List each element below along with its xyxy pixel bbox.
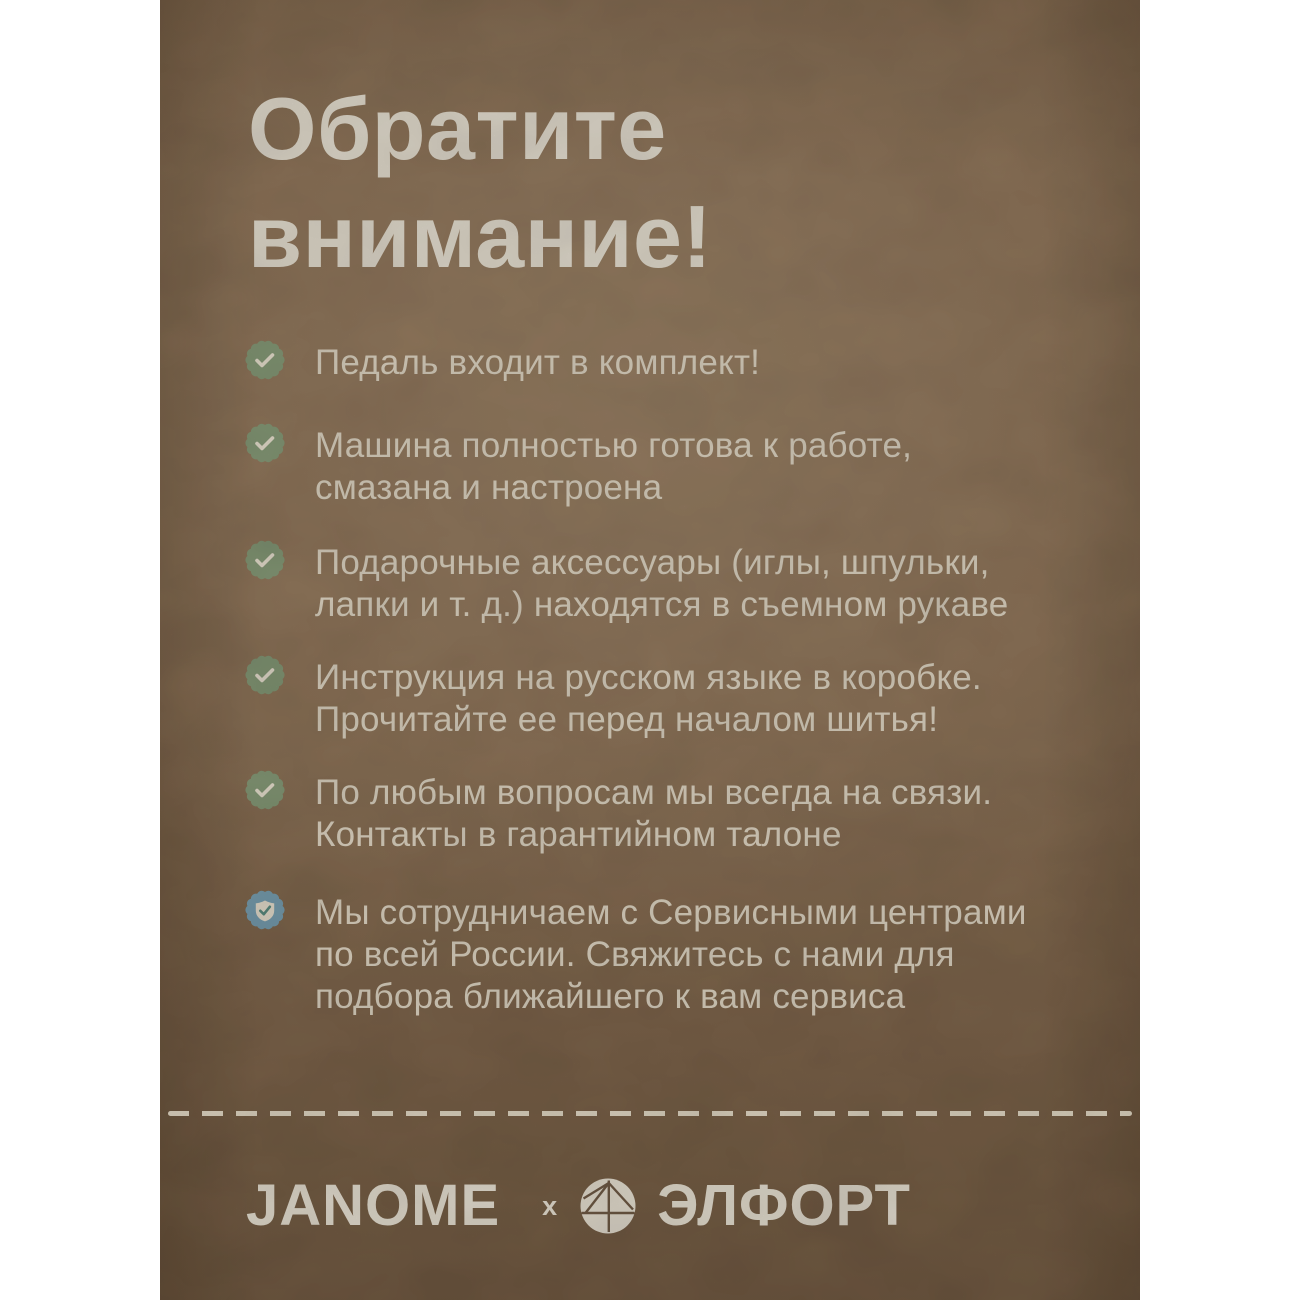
globe-icon bbox=[579, 1177, 637, 1235]
collab-x-separator: x bbox=[542, 1190, 558, 1221]
list-item bbox=[245, 340, 760, 384]
list-item bbox=[245, 770, 992, 856]
shield-seal-icon bbox=[245, 890, 285, 930]
list-item bbox=[245, 423, 912, 509]
list-item-line: смазана и настроена bbox=[315, 468, 663, 507]
list-item-line: Прочитайте ее перед началом шитья! bbox=[315, 700, 939, 739]
list-item-line: Подарочные аксессуары (иглы, шпульки, bbox=[315, 543, 990, 582]
page-title bbox=[248, 75, 712, 291]
list-item-text bbox=[315, 657, 982, 741]
list-item-line: по всей России. Свяжитесь с нами для bbox=[315, 935, 955, 974]
list-item-text bbox=[315, 542, 1008, 626]
list-item-line: Машина полностью готова к работе, bbox=[315, 426, 913, 465]
check-seal-icon bbox=[245, 540, 285, 580]
check-seal-icon bbox=[245, 655, 285, 695]
list-item bbox=[245, 890, 1027, 1018]
list-item-line: Контакты в гарантийном талоне bbox=[315, 815, 842, 854]
list-item bbox=[245, 655, 982, 741]
list-item-line: Педаль входит в комплект! bbox=[315, 343, 761, 382]
check-seal-icon bbox=[245, 770, 285, 810]
dashed-separator bbox=[168, 1111, 1132, 1116]
list-item-line: подбора ближайшего к вам сервиса bbox=[315, 977, 906, 1016]
page-title-line1: Обратите bbox=[248, 79, 667, 178]
elfort-logo: ЭЛФОРТ bbox=[657, 1173, 911, 1238]
page-title-line2: внимание! bbox=[248, 187, 713, 286]
list-item-text bbox=[315, 342, 760, 384]
list-item-line: Инструкция на русском языке в коробке. bbox=[315, 658, 982, 697]
list-item-line: Мы сотрудничаем с Сервисными центрами bbox=[315, 893, 1027, 932]
list-item-text bbox=[315, 425, 912, 509]
kraft-card bbox=[160, 0, 1140, 1300]
list-item bbox=[245, 540, 1008, 626]
list-item-line: лапки и т. д.) находятся в съемном рукаве bbox=[315, 585, 1009, 624]
list-item-line: По любым вопросам мы всегда на связи. bbox=[315, 773, 993, 812]
janome-logo: JANOME bbox=[246, 1173, 501, 1238]
brand-footer bbox=[246, 1175, 911, 1237]
list-item-text bbox=[315, 772, 992, 856]
check-seal-icon bbox=[245, 423, 285, 463]
list-item-text bbox=[315, 892, 1027, 1018]
check-seal-icon bbox=[245, 340, 285, 380]
